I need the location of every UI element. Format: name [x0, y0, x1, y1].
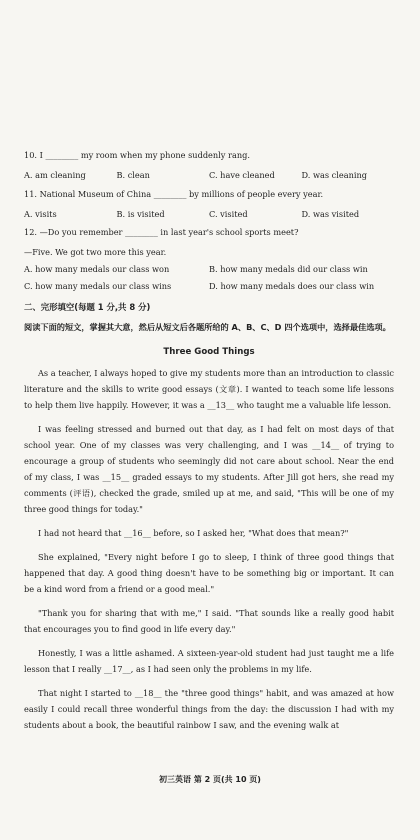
question-stem: 12. —Do you remember ________ in last year's school sports meet?: [24, 227, 299, 237]
passage-paragraph: I had not heard that __16__ before, so I asked her, "What does that mean?": [38, 527, 349, 538]
question-12: [24, 227, 394, 298]
option-a: A. how many medals our class won: [24, 263, 170, 274]
passage-paragraph: That night I started to __18__ the "three good things" habit, and was amazed at how easily I could recall three wonderful things from the day: the discussion I had with my students about a book, the beautiful rainbow I saw, and the evening walk at: [24, 687, 394, 730]
option-b: B. clean: [116, 170, 150, 181]
option-b: B. is visited: [116, 208, 165, 219]
question-11: [24, 189, 394, 220]
section-instruction: 阅读下面的短文，掌握其大意，然后从短文后各题所给的 A、B、C、D 四个选项中，选择最佳选项。: [24, 321, 391, 332]
option-c: C. how many medals our class wins: [24, 280, 172, 291]
passage-paragraph: As a teacher, I always hoped to give my students more than an introduction to classic literature and the skills to write good essays (文章). I wanted to teach some life lessons to help them live happily. However, it was a __13__ who taught me a valuable life lesson.: [24, 367, 394, 410]
passage-paragraph: She explained, "Every night before I go to sleep, I think of three good things that happened that day. A good thing doesn't have to be something big or important. It can be a kind word from a friend or a good meal.": [24, 551, 394, 594]
option-row: [24, 170, 394, 180]
option-d: D. was visited: [301, 208, 360, 219]
page-footer: 初三英语 第 2 页(共 10 页): [159, 775, 261, 784]
passage-paragraph: "Thank you for sharing that with me," I said. "That sounds like a really good habit that encourages you to find good in life every day.": [24, 607, 394, 634]
option-c: C. visited: [209, 208, 248, 219]
section-heading: 二、完形填空(每题 1 分,共 8 分): [24, 302, 151, 312]
option-grid: [24, 264, 394, 299]
option-row: [24, 209, 394, 219]
question-stem: 10. I ________ my room when my phone suddenly rang.: [24, 150, 250, 160]
option-b: B. how many medals did our class win: [209, 263, 368, 274]
passage-paragraph: I was feeling stressed and burned out that day, as I had felt on most days of that school year. One of my classes was very challenging, and I was __14__ of trying to encourage a group of students who seemingly did not care about school. Near the end of my class, I was __15__ graded essays to my students. After Jill got hers, she read my comments (评语), checked the grade, smiled up at me, and said, "This will be one of my three good things for today.": [24, 423, 394, 514]
option-d: D. was cleaning: [301, 170, 368, 181]
question-reply: —Five. We got two more this year.: [24, 247, 167, 258]
option-a: A. am cleaning: [24, 170, 86, 181]
option-a: A. visits: [24, 208, 57, 219]
question-stem: 11. National Museum of China ________ by millions of people every year.: [24, 188, 324, 199]
option-d: D. how many medals does our class win: [209, 280, 375, 291]
question-10: [24, 150, 394, 181]
option-c: C. have cleaned: [209, 170, 275, 181]
passage-title: Three Good Things: [163, 347, 255, 358]
passage-paragraph: Honestly, I was a little ashamed. A sixteen-year-old student had just taught me a life lesson that I really __17__, as I had seen only the problems in my life.: [24, 647, 394, 674]
